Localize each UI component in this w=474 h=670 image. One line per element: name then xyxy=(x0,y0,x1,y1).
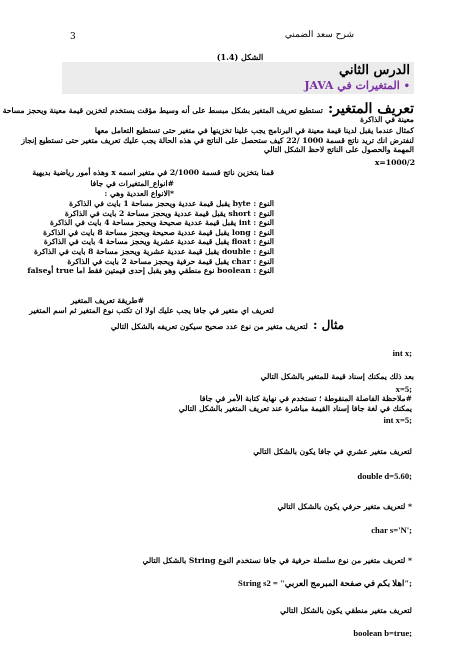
intro-line-2: لنفترض انك تريد ناتج قسمة 1000 /22 كيف ستحصل على الناتج في هذه الحالة يجب عليك تعريف متغير حتى تستطيع إنجاز xyxy=(21,135,414,145)
definition-text: تستطيع تعريف المتغير بشكل مبسط على أنه وسيط مؤقت يستخدم لتخزين قيمة معينة ويحجز مساحة xyxy=(2,106,323,115)
lesson-title-box xyxy=(62,62,414,94)
assign-text: بعد ذلك يمكنك إسناد قيمة للمتغير بالشكل التالي xyxy=(260,372,414,381)
header-title: شرح سعد الضمني xyxy=(284,30,354,40)
code-double: double d=5.60; xyxy=(357,471,412,481)
type-item: النوع : short يقبل قيمة عددية ويحجز مساحة 2 بايت في الذاكرة xyxy=(64,208,274,218)
string-text: * لتعريف متغير من نوع سلسلة حرفية في جافا نستخدم النوع String بالشكل التالي xyxy=(142,556,412,565)
numeric-heading: *الانواع العددية وهي : xyxy=(104,189,174,198)
example-label: مثال : xyxy=(312,318,344,332)
calc-note: قمنا بتخزين ناتج قسمة 2/1000 في متغير اسمه x وهذه أمور رياضية بديهية xyxy=(32,168,274,177)
type-item: النوع : float يقبل قيمة عددية عشرية ويحجز مساحة 4 بايت في الذاكرة xyxy=(43,237,274,247)
double-text: لتعريف متغير عشري في جافا يكون بالشكل التالي xyxy=(253,447,412,456)
definition-heading: تعريف المتغير: xyxy=(328,101,414,117)
example-line xyxy=(111,314,344,333)
types-heading: #انواع_المتغيرات في جافا xyxy=(90,179,174,188)
code-int-init: int x=5; xyxy=(383,415,412,425)
how-text: لتعريف اي متغير في جافا يجب عليك اولا ان تكتب نوع المتغير ثم اسم المتغير xyxy=(29,306,274,315)
code-char: char s='N'; xyxy=(371,525,412,535)
type-item: النوع : byte يقبل قيمة عددية ويحجز مساحة 1 بايت في الذاكرة xyxy=(69,199,274,208)
code-assignment: x=5; xyxy=(395,384,412,394)
code-boolean: boolean b=true; xyxy=(353,628,412,638)
intro-line-1: كمثال عندما يقبل لدينا قيمة معينة في البرنامج يجب علينا تخزينها في متغير حتى تستطيع التعامل معها xyxy=(94,126,414,135)
calc-code: x=1000/2 xyxy=(374,158,415,167)
code-string: String s2 = "اهلا بكم في صفحة المبرمج العربي"; xyxy=(238,578,412,588)
type-item: النوع : char يقبل قيمة حرفية ويحجز مساحة 2 بايت في الذاكرة xyxy=(67,256,274,266)
lesson-title: الدرس الثاني xyxy=(339,63,410,78)
type-item: النوع : int يقبل قيمة عددية صحيحة ويحجز مساحة 4 بايت في الذاكرة xyxy=(50,218,274,228)
page-number: 3 xyxy=(70,32,76,42)
semicolon-note: #ملاحظة الفاصلة المنقوطة ؛ تستخدم في نهاية كتابة الأمر في جافا xyxy=(199,394,412,403)
code-int-declaration: int x; xyxy=(392,348,412,358)
type-item: النوع : double يقبل قيمة عددية عشرية ويحجز مساحة 8 بايت في الذاكرة xyxy=(33,246,274,256)
intro-lines xyxy=(21,126,414,155)
bullet-dot-icon: • xyxy=(403,81,410,92)
lesson-bullet-text: المتغيرات في JAVA xyxy=(304,79,400,92)
direct-assign-note: يمكنك في لغة جافا إسناد القيمة مباشرة عند تعريف المتغير بالشكل التالي xyxy=(178,404,412,413)
definition-line xyxy=(3,98,414,117)
figure-caption: الشكل (1.4) xyxy=(216,52,264,62)
lesson-bullet xyxy=(304,79,410,92)
type-item: النوع : boolean نوع منطقي وهو يقبل إحدى قيمتين فقط اما true أوfalse xyxy=(27,266,274,276)
example-text: لتعريف متغير من نوع عدد صحيح سيكون تعريفه بالشكل التالي xyxy=(110,322,308,331)
type-item: النوع : long يقبل قيمة عددية صحيحة ويحجز مساحة 8 بايت في الذاكرة xyxy=(43,227,274,237)
boolean-text: لتعريف متغير منطقي يكون بالشكل التالي xyxy=(280,606,412,615)
char-text: * لتعريف متغير حرفي يكون بالشكل التالي xyxy=(277,502,412,511)
definition-text-cont: معينة في الذاكرة xyxy=(360,115,414,124)
types-list xyxy=(27,199,274,276)
intro-line-3: المهمة والحصول على الناتج لاحظ الشكل التالي xyxy=(263,145,414,155)
how-heading: #طريقة تعريف المتغير xyxy=(70,296,144,305)
